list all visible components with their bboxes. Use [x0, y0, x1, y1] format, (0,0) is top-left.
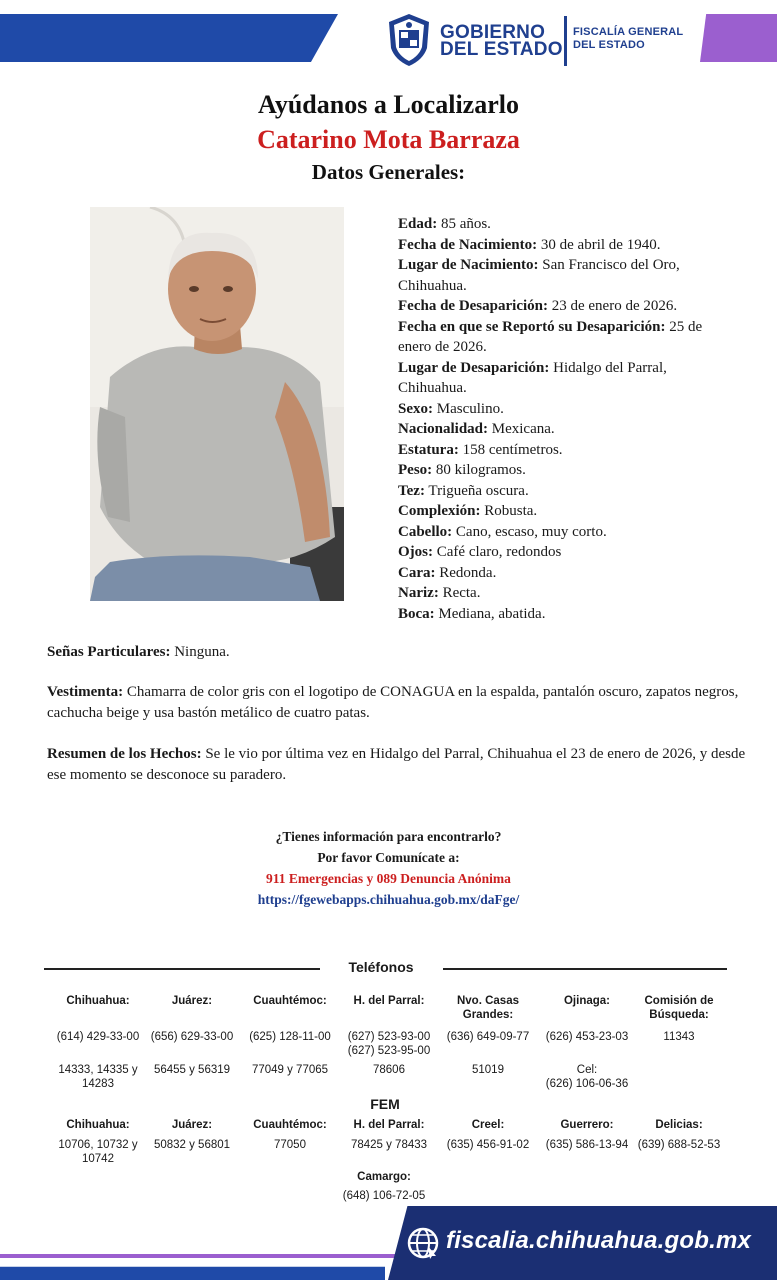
phone-number: (625) 128-11-00 [249, 1031, 331, 1043]
fiscalia-logo-text [573, 26, 683, 52]
emergency-numbers: 911 Emergencias y 089 Denuncia Anónima [266, 871, 511, 886]
senas-particulares [47, 642, 752, 663]
contact-question: ¿Tienes información para encontrarlo? [275, 829, 502, 844]
gob-line2: DEL ESTADO [440, 39, 563, 60]
info-row [398, 255, 728, 296]
info-label: Ojos: [398, 544, 433, 560]
info-row [398, 501, 728, 522]
fem-header: Cuauhtémoc: [253, 1119, 327, 1131]
fem-title: FEM [370, 1096, 400, 1112]
info-row [398, 440, 728, 461]
info-row [398, 214, 728, 235]
fem-number: 78425 y 78433 [350, 1139, 428, 1151]
fem-header: H. del Parral: [353, 1119, 425, 1131]
info-value: 25 de enero de 2026. [398, 318, 703, 355]
resumen-hechos [47, 744, 752, 786]
page-title: Ayúdanos a Localizarlo [258, 90, 519, 119]
phone-number: 11343 [663, 1031, 695, 1043]
fem-number: 77050 [274, 1139, 306, 1151]
phones-header: H. del Parral: [353, 995, 425, 1007]
phone-number: (656) 629-33-00 [150, 1031, 234, 1043]
fiscalia-line1: FISCALÍA GENERAL [573, 26, 684, 38]
contact-request: Por favor Comunícate a: [317, 850, 460, 865]
contact-block [0, 826, 777, 910]
footer-purple-stripe [0, 1254, 395, 1258]
phone-extension: 56455 y 56319 [153, 1064, 231, 1076]
fiscalia-line2: DEL ESTADO [573, 39, 645, 51]
info-row [398, 460, 728, 481]
header-blue-band [0, 14, 338, 62]
general-data-list [398, 214, 728, 624]
web-globe-icon [406, 1226, 440, 1260]
info-row [398, 481, 728, 502]
phone-extension: 51019 [472, 1064, 504, 1076]
info-row [398, 419, 728, 440]
vestimenta-value: Chamarra de color gris con el logotipo de CONAGUA en la espalda, pantalón oscuro, zapatos negros, cachucha beige y usa bastón metálico de cuatro patas. [47, 684, 739, 721]
info-row [398, 522, 728, 543]
info-value: Robusta. [480, 503, 538, 519]
info-label: Cabello: [398, 523, 453, 540]
fem-header: Delicias: [655, 1119, 703, 1131]
info-label: Lugar de Nacimiento: [398, 257, 539, 273]
fem-header: Guerrero: [560, 1119, 614, 1131]
info-value: 85 años. [437, 216, 491, 232]
info-label: Sexo: [398, 400, 433, 417]
vestimenta-label: Vestimenta: [47, 684, 124, 700]
info-value: 80 kilogramos. [432, 462, 526, 478]
section-title: Datos Generales: [311, 160, 466, 184]
gob-line1: GOBIERNO [440, 22, 546, 43]
phone-number: (636) 649-09-77 [446, 1031, 530, 1043]
info-label: Lugar de Desaparición: [398, 359, 550, 376]
info-value: Mexicana. [488, 421, 555, 437]
info-label: Tez: [398, 482, 425, 499]
info-value: 23 de enero de 2026. [547, 298, 678, 314]
info-value: Mediana, abatida. [434, 605, 546, 622]
info-row [398, 563, 728, 584]
person-photo-illustration [90, 207, 344, 601]
phones-header: Juárez: [171, 995, 213, 1007]
info-value: Hidalgo del Parral, Chihuahua. [398, 359, 667, 396]
state-seal-icon [385, 12, 433, 68]
info-row [398, 358, 728, 399]
footer-url[interactable]: fiscalia.chihuahua.gob.mx [446, 1227, 752, 1254]
phones-header: Comisión de Búsqueda: [644, 995, 714, 1021]
info-value: San Francisco del Oro, Chihuahua. [398, 257, 680, 294]
info-row [398, 542, 728, 563]
phone-number: (614) 429-33-00 [56, 1031, 140, 1043]
report-link[interactable]: https://fgewebapps.chihuahua.gob.mx/daFge/ [257, 892, 520, 907]
fem-number: (635) 456-91-02 [446, 1139, 530, 1151]
info-label: Fecha de Nacimiento: [398, 236, 538, 253]
phones-header: Ojinaga: [563, 995, 610, 1007]
info-value: 30 de abril de 1940. [537, 236, 661, 253]
phones-header: Nvo. Casas Grandes: [456, 995, 519, 1021]
info-label: Nariz: [398, 585, 439, 601]
vestimenta [47, 682, 752, 724]
phone-number: (627) 523-93-00 (627) 523-95-00 [347, 1031, 431, 1057]
info-label: Cara: [398, 564, 436, 581]
phones-divider-right [443, 968, 727, 970]
info-value: Masculino. [433, 400, 504, 417]
info-label: Estatura: [398, 441, 459, 458]
fem-header: Chihuahua: [66, 1119, 130, 1131]
info-value: Trigueña oscura. [424, 482, 529, 499]
phone-extension: 78606 [373, 1064, 405, 1076]
phone-number: (626) 453-23-03 [545, 1031, 629, 1043]
fem-header: Juárez: [171, 1119, 213, 1131]
phone-extension: 77049 y 77065 [251, 1064, 329, 1076]
fem-camargo-header: Camargo: [357, 1171, 411, 1183]
info-row [398, 235, 728, 256]
fem-header: Creel: [471, 1119, 505, 1131]
info-label: Peso: [398, 462, 433, 478]
senas-label: Señas Particulares: [47, 644, 171, 660]
fem-number: 10706, 10732 y 10742 [58, 1139, 138, 1165]
phones-divider-left [44, 968, 320, 970]
info-value: Redonda. [435, 564, 497, 581]
info-value: Café claro, redondos [433, 544, 562, 560]
fem-number: 50832 y 56801 [153, 1139, 231, 1151]
info-row [398, 296, 728, 317]
header-purple-band [700, 14, 777, 62]
gobierno-logo-text [440, 24, 563, 58]
fem-camargo-number: (648) 106-72-05 [342, 1190, 426, 1202]
info-row [398, 399, 728, 420]
info-label: Fecha de Desaparición: [398, 298, 548, 314]
info-row [398, 583, 728, 604]
footer-blue-stripe [0, 1258, 385, 1280]
info-row [398, 317, 728, 358]
fem-number: (635) 586-13-94 [545, 1139, 629, 1151]
info-label: Edad: [398, 216, 438, 232]
phone-extension: Cel: (626) 106-06-36 [545, 1064, 629, 1090]
info-label: Boca: [398, 605, 435, 622]
info-value: 158 centímetros. [458, 441, 563, 458]
info-label: Complexión: [398, 503, 481, 519]
resumen-value: Se le vio por última vez en Hidalgo del Parral, Chihuahua el 23 de enero de 2026, y desde ese momento se desconoce su paradero. [47, 746, 746, 783]
info-row [398, 604, 728, 625]
info-value: Recta. [438, 585, 481, 601]
info-label: Nacionalidad: [398, 421, 489, 437]
person-photo [90, 207, 344, 601]
missing-person-name: Catarino Mota Barraza [257, 125, 520, 154]
logo-divider [564, 16, 567, 66]
info-label: Fecha en que se Reportó su Desaparición: [398, 318, 666, 335]
phones-title: Teléfonos [348, 959, 414, 975]
fem-number: (639) 688-52-53 [637, 1139, 721, 1151]
resumen-label: Resumen de los Hechos: [47, 746, 202, 762]
phones-header: Cuauhtémoc: [253, 995, 327, 1007]
phone-extension: 14333, 14335 y 14283 [58, 1064, 138, 1090]
info-value: Cano, escaso, muy corto. [452, 523, 607, 540]
senas-value: Ninguna. [170, 644, 230, 660]
phones-header: Chihuahua: [66, 995, 130, 1007]
